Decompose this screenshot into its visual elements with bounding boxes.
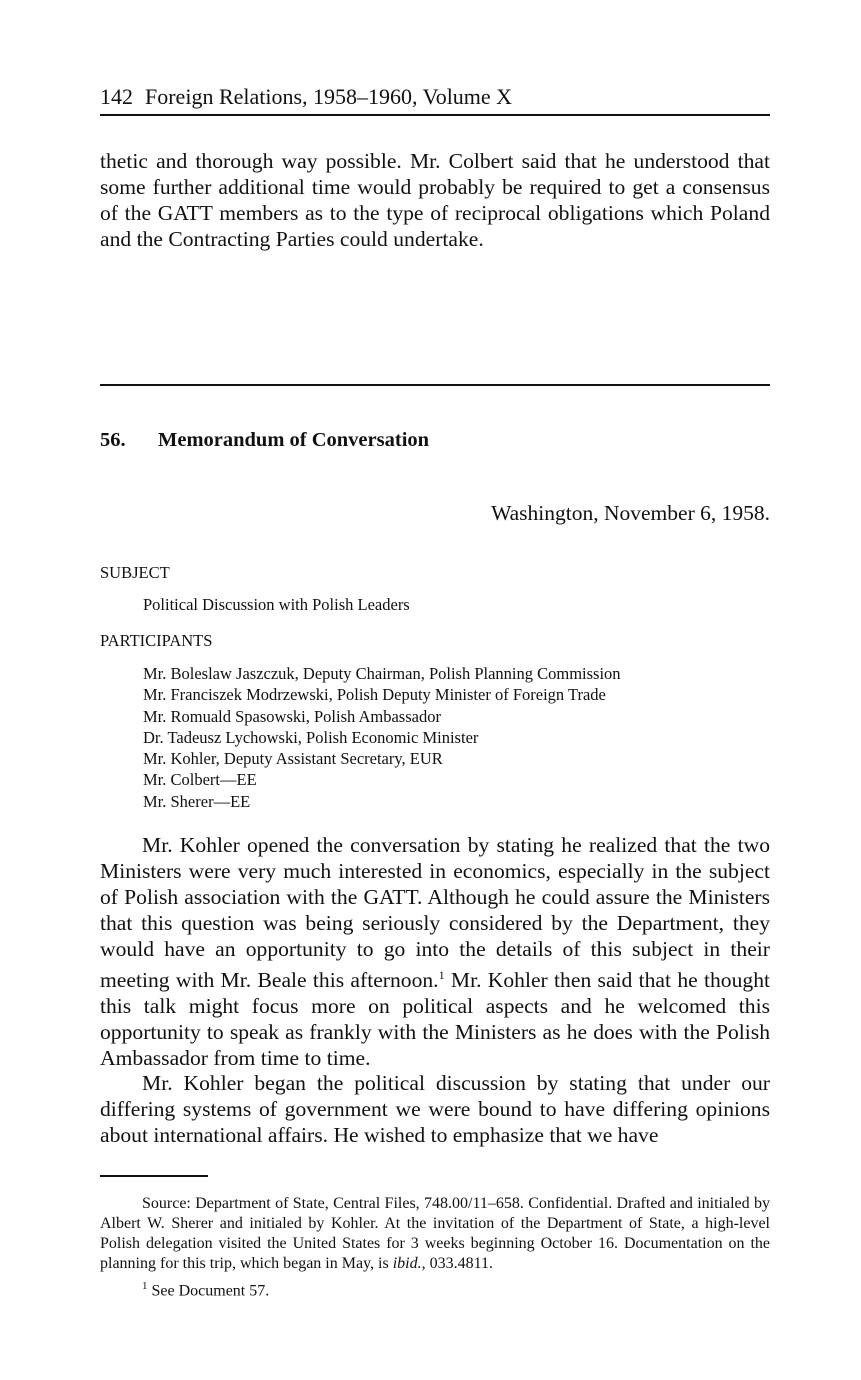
subject-label: SUBJECT bbox=[100, 563, 170, 582]
participants-list bbox=[143, 663, 621, 812]
body-paragraph-1 bbox=[100, 832, 770, 1071]
footnote-ref-1[interactable]: 1 bbox=[438, 968, 445, 982]
paragraph-2-text: Mr. Kohler began the political discussion by stating that under our differing systems of government we were bound to have differing opinions about international affairs. He wished to emphasize that we have bbox=[100, 1071, 770, 1147]
footnotes bbox=[100, 1194, 770, 1301]
footnote-1-number: 1 bbox=[142, 1280, 148, 1292]
paragraph-1-text: Mr. Kohler opened the conversation by stating he realized that the two Ministers were very much interested in economics, especially in the subject of Polish association with the GATT. Although he could assure the Ministers that this question was being seriously considered by the Department, they would have an opportunity to go into the details of this subject in their meeting with Mr. Beale this afternoon. bbox=[100, 833, 770, 993]
volume-title: Foreign Relations, 1958–1960, Volume X bbox=[145, 84, 513, 109]
document-title: Memorandum of Conversation bbox=[158, 429, 430, 451]
continuation-paragraph: thetic and thorough way possible. Mr. Colbert said that he understood that some further additional time would probably be required to get a consensus of the GATT members as to the type of reciprocal obligations which Poland and the Contracting Parties could undertake. bbox=[100, 149, 770, 251]
participant-item: Mr. Kohler, Deputy Assistant Secretary, EUR bbox=[143, 749, 443, 769]
continuation-text bbox=[100, 148, 770, 252]
participant-item: Mr. Colbert—EE bbox=[143, 770, 257, 790]
document-heading bbox=[100, 426, 770, 454]
document-number: 56. bbox=[100, 429, 126, 451]
participant-item: Mr. Romuald Spasowski, Polish Ambassador bbox=[143, 706, 441, 726]
participant-item: Dr. Tadeusz Lychowski, Polish Economic Minister bbox=[143, 727, 479, 747]
footnote-1 bbox=[100, 1276, 770, 1301]
header-rule bbox=[100, 114, 770, 116]
ibid-italic: ibid. bbox=[392, 1255, 422, 1272]
source-note-end: , 033.4811. bbox=[421, 1255, 493, 1272]
participant-item: Mr. Boleslaw Jaszczuk, Deputy Chairman, Polish Planning Commission bbox=[143, 664, 621, 683]
participant-item: Mr. Sherer—EE bbox=[143, 791, 251, 811]
paragraph-1-continued: Mr. Kohler then said that he thought this talk might focus more on political aspects and he welcomed this opportunity to speak as frankly with the Ministers as he does with the Polish Ambassador from time to time. bbox=[100, 968, 770, 1071]
source-note-text: Source: Department of State, Central Files, 748.00/11–658. Confidential. Drafted and initialed by Albert W. Sherer and initialed by Kohler. At the invitation of the Department of State, a high-level Polish delegation visited the United States for 3 weeks beginning October 16. Documentation on the planning for this trip, which began in May, is bbox=[100, 1195, 770, 1272]
participants-label: PARTICIPANTS bbox=[100, 631, 213, 650]
participant-item: Mr. Franciszek Modrzewski, Polish Deputy Minister of Foreign Trade bbox=[143, 685, 606, 705]
subject-text: Political Discussion with Polish Leaders bbox=[143, 595, 410, 614]
body-paragraph-2 bbox=[100, 1070, 770, 1148]
dateline: Washington, November 6, 1958. bbox=[491, 501, 770, 525]
footnote-1-text: See Document 57. bbox=[147, 1282, 270, 1300]
running-head bbox=[100, 82, 770, 112]
footnote-rule bbox=[100, 1175, 208, 1177]
section-divider bbox=[100, 384, 770, 386]
page-number: 142 bbox=[100, 84, 133, 109]
source-note bbox=[100, 1194, 770, 1274]
